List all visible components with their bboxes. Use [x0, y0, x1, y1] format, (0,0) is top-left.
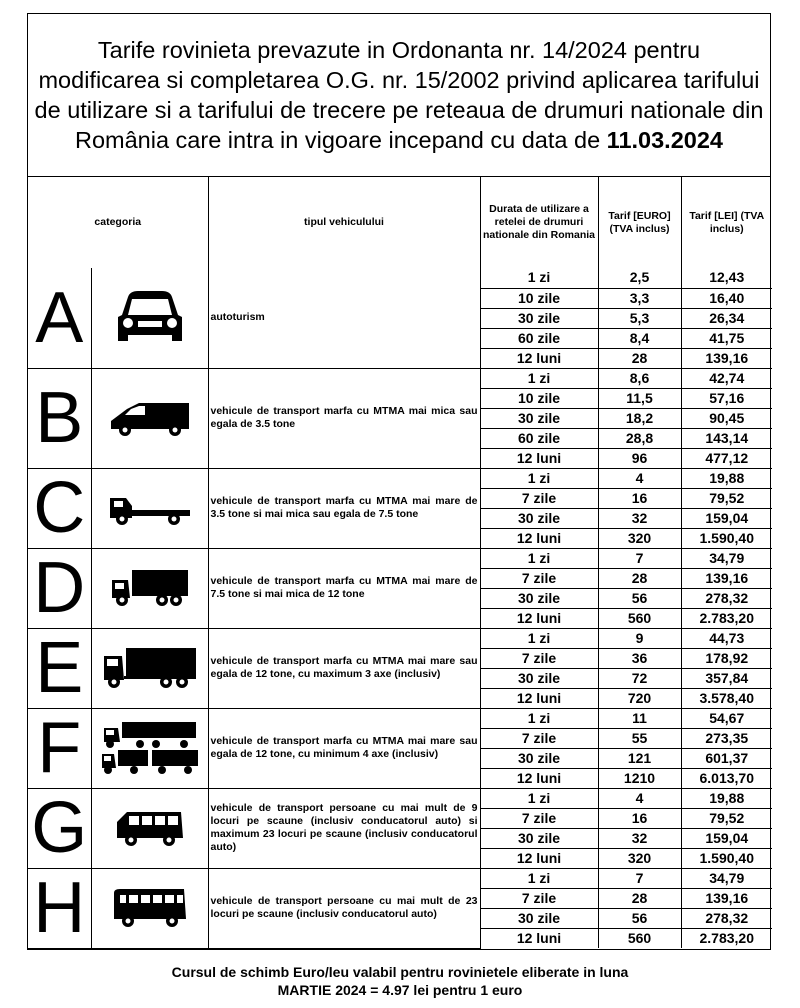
tariff-eur-cell: 560: [598, 928, 681, 948]
tariff-eur-cell: 72: [598, 668, 681, 688]
vehicle-icon-cell: [91, 868, 208, 948]
vehicle-icon-cell: [91, 368, 208, 468]
footer-line-1: Cursul de schimb Euro/leu valabil pentru rovinietele eliberate in luna: [171, 964, 629, 980]
table-row: [28, 548, 772, 568]
tariff-eur-cell: 28,8: [598, 428, 681, 448]
tariff-lei-cell: 1.590,40: [681, 528, 772, 548]
tariff-lei-cell: 357,84: [681, 668, 772, 688]
tariff-eur-cell: 11,5: [598, 388, 681, 408]
duration-cell: 7 zile: [480, 568, 598, 588]
vehicle-description: vehicule de transport persoane cu mai mult de 23 locuri pe scaune (inclusiv conducatorul auto): [208, 868, 480, 948]
duration-cell: 7 zile: [480, 488, 598, 508]
table-row: [28, 468, 772, 488]
tariff-eur-cell: 720: [598, 688, 681, 708]
duration-cell: 12 luni: [480, 448, 598, 468]
vehicle-icon-cell: [91, 708, 208, 788]
header-vehicle-type: tipul vehiculului: [208, 177, 480, 268]
tariff-lei-cell: 139,16: [681, 568, 772, 588]
tariff-lei-cell: 2.783,20: [681, 608, 772, 628]
category-letter: C: [28, 468, 91, 548]
tariff-eur-cell: 8,6: [598, 368, 681, 388]
duration-cell: 30 zile: [480, 908, 598, 928]
tariff-eur-cell: 2,5: [598, 268, 681, 288]
box-truck-icon: [110, 579, 190, 596]
duration-cell: 1 zi: [480, 708, 598, 728]
tariff-eur-cell: 28: [598, 348, 681, 368]
tariff-eur-cell: 4: [598, 788, 681, 808]
footer-line-2: MARTIE 2024 = 4.97 lei pentru 1 euro: [277, 982, 523, 998]
tariff-eur-cell: 320: [598, 528, 681, 548]
duration-cell: 60 zile: [480, 328, 598, 348]
tariff-eur-cell: 560: [598, 608, 681, 628]
category-letter: G: [28, 788, 91, 868]
duration-cell: 1 zi: [480, 548, 598, 568]
tariff-eur-cell: 96: [598, 448, 681, 468]
tariff-lei-cell: 278,32: [681, 908, 772, 928]
tariff-eur-cell: 320: [598, 848, 681, 868]
table-row: [28, 628, 772, 648]
duration-cell: 10 zile: [480, 288, 598, 308]
tariff-lei-cell: 12,43: [681, 268, 772, 288]
tariff-lei-cell: 6.013,70: [681, 768, 772, 788]
duration-cell: 12 luni: [480, 528, 598, 548]
tariff-sheet: [27, 13, 771, 950]
duration-cell: 30 zile: [480, 828, 598, 848]
tariff-lei-cell: 19,88: [681, 468, 772, 488]
table-row: [28, 268, 772, 288]
car-icon: [114, 309, 186, 326]
tariff-lei-cell: 1.590,40: [681, 848, 772, 868]
category-letter: E: [28, 628, 91, 708]
tariff-lei-cell: 42,74: [681, 368, 772, 388]
vehicle-icon-cell: [91, 548, 208, 628]
tariff-eur-cell: 7: [598, 548, 681, 568]
table-row: [28, 788, 772, 808]
duration-cell: 1 zi: [480, 628, 598, 648]
tariff-table: [28, 177, 772, 949]
page-title: [28, 14, 770, 177]
duration-cell: 1 zi: [480, 788, 598, 808]
tariff-eur-cell: 121: [598, 748, 681, 768]
van-icon: [109, 409, 191, 426]
tariff-lei-cell: 79,52: [681, 808, 772, 828]
tariff-lei-cell: 3.578,40: [681, 688, 772, 708]
title-text: Tarife rovinieta prevazute in Ordonanta nr. 14/2024 pentru modificarea si completarea O.G. nr. 15/2002 privind aplicarea tarifului de utilizare si a tarifului de trecere pe reteaua de drumuri nationale din România care intra in vigoare incepand cu data de: [34, 37, 764, 153]
duration-cell: 1 zi: [480, 868, 598, 888]
flatbed-truck-icon: [108, 499, 192, 516]
table-row: [28, 368, 772, 388]
tariff-eur-cell: 11: [598, 708, 681, 728]
tariff-lei-cell: 477,12: [681, 448, 772, 468]
duration-cell: 30 zile: [480, 668, 598, 688]
title-date: 11.03.2024: [606, 127, 723, 153]
truck-trailer-icon: [100, 739, 200, 756]
duration-cell: 7 zile: [480, 808, 598, 828]
bus-icon: [112, 899, 188, 916]
tariff-eur-cell: 32: [598, 828, 681, 848]
header-row: [28, 177, 772, 268]
tariff-body: [28, 268, 772, 948]
duration-cell: 7 zile: [480, 728, 598, 748]
vehicle-description: vehicule de transport marfa cu MTMA mai mare sau egala de 12 tone, cu minimum 4 axe (inclusiv): [208, 708, 480, 788]
category-letter: B: [28, 368, 91, 468]
minibus-icon: [115, 819, 185, 836]
tariff-eur-cell: 56: [598, 588, 681, 608]
tariff-eur-cell: 4: [598, 468, 681, 488]
duration-cell: 30 zile: [480, 748, 598, 768]
tariff-eur-cell: 56: [598, 908, 681, 928]
tariff-lei-cell: 139,16: [681, 888, 772, 908]
vehicle-description: autoturism: [208, 268, 480, 368]
tariff-eur-cell: 9: [598, 628, 681, 648]
vehicle-description: vehicule de transport persoane cu mai mult de 9 locuri pe scaune (inclusiv conducatorul auto) si maximum 23 locuri pe scaune (inclusiv conducatorul auto): [208, 788, 480, 868]
tariff-lei-cell: 34,79: [681, 868, 772, 888]
duration-cell: 10 zile: [480, 388, 598, 408]
duration-cell: 12 luni: [480, 608, 598, 628]
duration-cell: 30 zile: [480, 588, 598, 608]
vehicle-icon-cell: [91, 628, 208, 708]
vehicle-description: vehicule de transport marfa cu MTMA mai mare de 7.5 tone si mai mica de 12 tone: [208, 548, 480, 628]
tariff-lei-cell: 26,34: [681, 308, 772, 328]
tariff-lei-cell: 16,40: [681, 288, 772, 308]
tariff-eur-cell: 3,3: [598, 288, 681, 308]
tariff-eur-cell: 16: [598, 808, 681, 828]
tariff-lei-cell: 41,75: [681, 328, 772, 348]
tariff-lei-cell: 90,45: [681, 408, 772, 428]
vehicle-icon-cell: [91, 268, 208, 368]
duration-cell: 12 luni: [480, 768, 598, 788]
tariff-lei-cell: 143,14: [681, 428, 772, 448]
tariff-lei-cell: 57,16: [681, 388, 772, 408]
tariff-eur-cell: 1210: [598, 768, 681, 788]
header-category: categoria: [28, 177, 208, 268]
tariff-lei-cell: 54,67: [681, 708, 772, 728]
duration-cell: 7 zile: [480, 648, 598, 668]
category-letter: F: [28, 708, 91, 788]
tariff-lei-cell: 278,32: [681, 588, 772, 608]
header-tariff-lei: Tarif [LEI] (TVA inclus): [681, 177, 772, 268]
vehicle-description: vehicule de transport marfa cu MTMA mai mica sau egala de 3.5 tone: [208, 368, 480, 468]
tariff-eur-cell: 18,2: [598, 408, 681, 428]
tariff-eur-cell: 28: [598, 568, 681, 588]
tariff-lei-cell: 159,04: [681, 508, 772, 528]
tariff-lei-cell: 2.783,20: [681, 928, 772, 948]
header-tariff-eur: Tarif [EURO] (TVA inclus): [598, 177, 681, 268]
duration-cell: 1 zi: [480, 468, 598, 488]
exchange-rate-note: [0, 963, 800, 999]
duration-cell: 12 luni: [480, 848, 598, 868]
tariff-lei-cell: 34,79: [681, 548, 772, 568]
tariff-eur-cell: 5,3: [598, 308, 681, 328]
heavy-truck-icon: [102, 659, 198, 676]
tariff-eur-cell: 32: [598, 508, 681, 528]
tariff-eur-cell: 16: [598, 488, 681, 508]
tariff-lei-cell: 178,92: [681, 648, 772, 668]
duration-cell: 60 zile: [480, 428, 598, 448]
tariff-lei-cell: 79,52: [681, 488, 772, 508]
tariff-eur-cell: 8,4: [598, 328, 681, 348]
vehicle-icon-cell: [91, 468, 208, 548]
header-duration: Durata de utilizare a retelei de drumuri nationale din Romania: [480, 177, 598, 268]
table-row: [28, 868, 772, 888]
tariff-lei-cell: 44,73: [681, 628, 772, 648]
tariff-eur-cell: 7: [598, 868, 681, 888]
tariff-eur-cell: 28: [598, 888, 681, 908]
vehicle-icon-cell: [91, 788, 208, 868]
duration-cell: 12 luni: [480, 928, 598, 948]
duration-cell: 1 zi: [480, 368, 598, 388]
duration-cell: 30 zile: [480, 508, 598, 528]
category-letter: A: [28, 268, 91, 368]
duration-cell: 7 zile: [480, 888, 598, 908]
tariff-lei-cell: 601,37: [681, 748, 772, 768]
vehicle-description: vehicule de transport marfa cu MTMA mai mare de 3.5 tone si mai mica sau egala de 7.5 tone: [208, 468, 480, 548]
table-row: [28, 708, 772, 728]
duration-cell: 12 luni: [480, 348, 598, 368]
category-letter: H: [28, 868, 91, 948]
vehicle-description: vehicule de transport marfa cu MTMA mai mare sau egala de 12 tone, cu maximum 3 axe (inclusiv): [208, 628, 480, 708]
tariff-lei-cell: 139,16: [681, 348, 772, 368]
duration-cell: 1 zi: [480, 268, 598, 288]
category-letter: D: [28, 548, 91, 628]
duration-cell: 30 zile: [480, 408, 598, 428]
tariff-lei-cell: 159,04: [681, 828, 772, 848]
tariff-eur-cell: 36: [598, 648, 681, 668]
tariff-lei-cell: 19,88: [681, 788, 772, 808]
duration-cell: 12 luni: [480, 688, 598, 708]
tariff-eur-cell: 55: [598, 728, 681, 748]
tariff-lei-cell: 273,35: [681, 728, 772, 748]
duration-cell: 30 zile: [480, 308, 598, 328]
